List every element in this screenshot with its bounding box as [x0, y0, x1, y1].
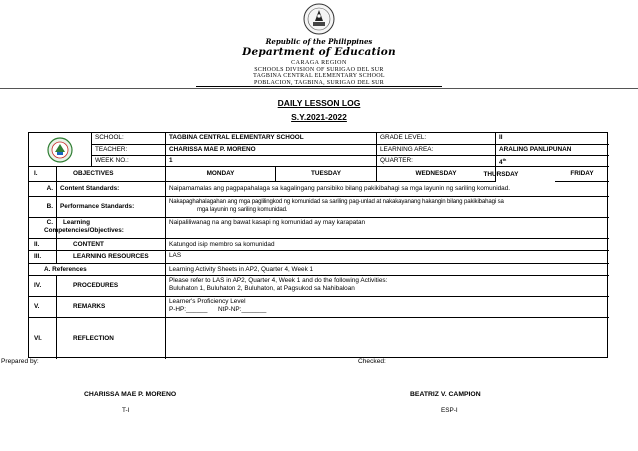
remarks-cell	[166, 297, 609, 318]
resources-label: LEARNING RESOURCES	[57, 251, 166, 264]
procedures-number: IV.	[29, 276, 57, 297]
reflection-text	[166, 318, 609, 359]
grade-level-value: II	[496, 133, 609, 145]
quarter-value	[496, 156, 609, 167]
school-year: S.Y.2021-2022	[291, 112, 347, 122]
competencies-number: C.	[29, 218, 57, 239]
procedures-cell	[166, 276, 609, 297]
remarks-line-1: Learner's Proficiency Level	[169, 298, 246, 305]
content-standards-text: Naipamamalas ang pagpapahalaga sa kagalingang pansibiko bilang pakikibahagi sa mga layunin ng sariling komunidad.	[166, 182, 609, 197]
learning-area-label: LEARNING AREA:	[377, 145, 496, 157]
deped-seal-icon	[302, 3, 336, 35]
prepared-by-label: Prepared by:	[1, 358, 39, 365]
performance-standards-label: Performance Standards:	[57, 197, 166, 218]
reflection-number: VI.	[29, 318, 57, 359]
performance-standards-line-2: mga layunin ng sariling komunidad.	[197, 205, 288, 213]
lesson-log-table	[28, 132, 608, 358]
preparer-position: T-I	[122, 407, 130, 414]
school-line: TAGBINA CENTRAL ELEMENTARY SCHOOL	[253, 73, 385, 79]
performance-standards-number: B.	[29, 197, 57, 218]
learning-area-value: ARALING PANLIPUNAN	[496, 145, 609, 157]
school-logo-icon	[47, 137, 73, 163]
performance-standards-line-1: Nakapaghahalagahan ang mga paglilingkod ng komunidad sa sariling pag-unlad at nakakayanang hakangin bilang pakikibahagi sa	[169, 198, 504, 205]
document-title: DAILY LESSON LOG	[277, 98, 361, 108]
content-standards-number: A.	[29, 182, 57, 197]
content-number: II.	[29, 239, 57, 251]
teacher-label: TEACHER:	[92, 145, 166, 157]
remarks-line-2: P-HP:______ NtP-NP:_______	[169, 306, 267, 313]
header-divider-short	[196, 86, 442, 87]
quarter-label: QUARTER:	[377, 156, 496, 167]
republic-line: Republic of the Philippines	[265, 37, 373, 46]
content-label: CONTENT	[57, 239, 166, 251]
grade-level-label: GRADE LEVEL:	[377, 133, 496, 145]
references-text: Learning Activity Sheets in AP2, Quarter 4, Week 1	[166, 264, 609, 276]
day-wednesday: WEDNESDAY	[377, 167, 496, 182]
content-standards-label: Content Standards:	[57, 182, 166, 197]
school-value: TAGBINA CENTRAL ELEMENTARY SCHOOL	[166, 133, 377, 145]
quarter-suffix: th	[502, 157, 507, 162]
objectives-heading: OBJECTIVES	[57, 167, 166, 182]
day-friday: FRIDAY	[555, 167, 609, 182]
checked-label: Checked:	[358, 358, 386, 365]
procedures-line-2: Buluhaton 1, Buluhaton 2, Buluhaton, at Pagsukod sa Nahibaloan	[169, 285, 355, 292]
preparer-name: CHARISSA MAE P. MORENO	[84, 391, 177, 398]
region-line: CARAGA REGION	[291, 60, 347, 66]
competencies-label-line-1: Learning	[63, 219, 90, 226]
competencies-label-line-2: Competencies/Objectives:	[44, 227, 124, 234]
performance-standards-cell	[166, 197, 609, 218]
letterhead	[0, 0, 638, 96]
resources-text: LAS	[166, 251, 609, 264]
objectives-number: I.	[29, 167, 57, 182]
division-line: SCHOOLS DIVISION OF SURIGAO DEL SUR	[254, 66, 384, 73]
competencies-text: Naipaliliwanag na ang bawat kasapi ng komunidad ay may karapatan	[166, 218, 609, 239]
reflection-label: REFLECTION	[57, 318, 166, 359]
teacher-value: CHARISSA MAE P. MORENO	[166, 145, 377, 157]
address-line: POBLACION, TAGBINA, SURIGAO DEL SUR	[253, 79, 385, 86]
school-logo-cell	[29, 133, 92, 167]
school-label: SCHOOL:	[92, 133, 166, 145]
checker-name: BEATRIZ V. CAMPION	[410, 391, 481, 398]
week-value: 1	[166, 156, 377, 167]
competencies-label-cell	[44, 218, 166, 239]
department-line: Department of Education	[242, 46, 396, 58]
checker-position: ESP-I	[441, 407, 458, 414]
procedures-line-1: Please refer to LAS in AP2, Quarter 4, Week 1 and do the following Activities:	[169, 277, 388, 284]
day-thursday-label: THURSDAY	[483, 170, 519, 178]
quarter-number: 4	[499, 159, 503, 167]
week-label: WEEK NO.:	[92, 156, 166, 167]
remarks-label: REMARKS	[57, 297, 166, 318]
day-tuesday: TUESDAY	[276, 167, 377, 182]
day-monday: MONDAY	[166, 167, 276, 182]
procedures-label: PROCEDURES	[57, 276, 166, 297]
references-label: A. References	[29, 264, 166, 276]
resources-number: III.	[29, 251, 57, 264]
remarks-number: V.	[29, 297, 57, 318]
header-divider-long	[0, 88, 638, 89]
content-text: Katungod isip membro sa komunidad	[166, 239, 609, 251]
